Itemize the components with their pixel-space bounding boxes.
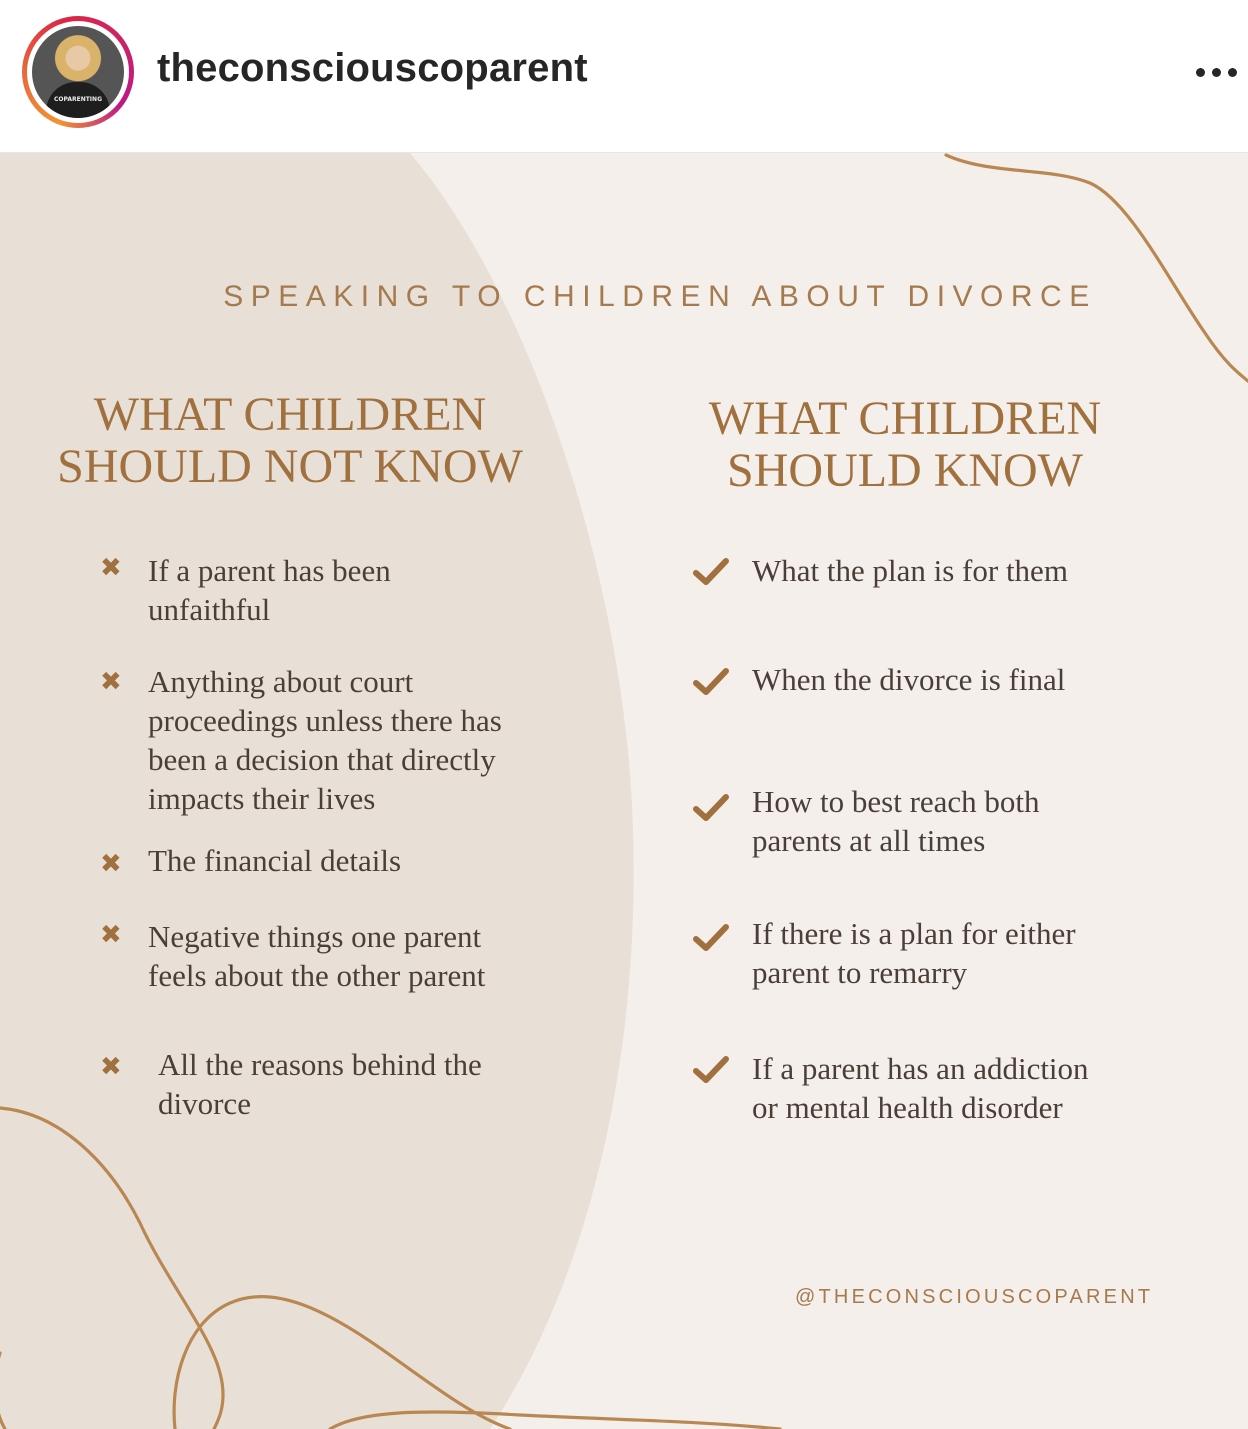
post-image (0, 153, 1248, 1429)
story-ring[interactable] (22, 16, 134, 128)
item-line: proceedings unless there has (148, 703, 502, 738)
left-title-line1: WHAT CHILDREN (93, 388, 487, 441)
item-line: parents at all times (752, 823, 986, 858)
checkmark-icon (693, 667, 729, 697)
right-column-title (650, 393, 1160, 497)
x-mark-icon: ✖ (100, 667, 122, 697)
item-line: been a decision that directly (148, 742, 496, 777)
more-options-icon[interactable] (1192, 60, 1242, 86)
x-mark-icon: ✖ (100, 1052, 122, 1082)
item-line: Anything about court (148, 664, 414, 699)
list-item (148, 551, 391, 629)
list-item (148, 662, 502, 818)
item-line: If there is a plan for either (752, 916, 1076, 951)
list-item (752, 1049, 1089, 1127)
post-header (0, 0, 1248, 153)
list-item (752, 782, 1040, 860)
username-link[interactable]: theconsciouscoparent (157, 46, 588, 90)
item-line: parent to remarry (752, 955, 968, 990)
item-line: How to best reach both (752, 784, 1040, 819)
item-line: If a parent has been (148, 553, 391, 588)
list-item (752, 660, 1065, 699)
item-line: unfaithful (148, 592, 271, 627)
checkmark-icon (693, 557, 729, 587)
x-mark-icon: ✖ (100, 920, 122, 950)
item-line: impacts their lives (148, 781, 376, 816)
list-item (158, 1045, 482, 1123)
item-line: feels about the other parent (148, 958, 486, 993)
right-title-line1: WHAT CHILDREN (708, 392, 1102, 445)
avatar-shirt-text: COPARENTING (53, 96, 102, 103)
left-column-title (30, 389, 550, 493)
right-title-line2: SHOULD KNOW (727, 444, 1083, 497)
list-item (148, 917, 485, 995)
item-line: If a parent has an addiction (752, 1051, 1089, 1086)
post-subtitle: SPEAKING TO CHILDREN ABOUT DIVORCE (223, 280, 1097, 313)
avatar[interactable] (32, 26, 124, 118)
x-mark-icon: ✖ (100, 553, 122, 583)
checkmark-icon (693, 923, 729, 953)
item-line: Negative things one parent (148, 919, 482, 954)
list-item (752, 914, 1076, 992)
item-line: divorce (158, 1086, 251, 1121)
item-line: or mental health disorder (752, 1090, 1063, 1125)
item-line: All the reasons behind the (158, 1047, 482, 1082)
left-title-line2: SHOULD NOT KNOW (57, 440, 523, 493)
list-item (752, 551, 1068, 590)
checkmark-icon (693, 793, 729, 823)
checkmark-icon (693, 1055, 729, 1085)
list-item (148, 841, 401, 880)
item-line: What the plan is for them (752, 553, 1068, 588)
post-handle: @THECONSCIOUSCOPARENT (795, 1286, 1154, 1308)
item-line: The financial details (148, 843, 402, 878)
x-mark-icon: ✖ (100, 849, 122, 879)
item-line: When the divorce is final (752, 662, 1066, 697)
